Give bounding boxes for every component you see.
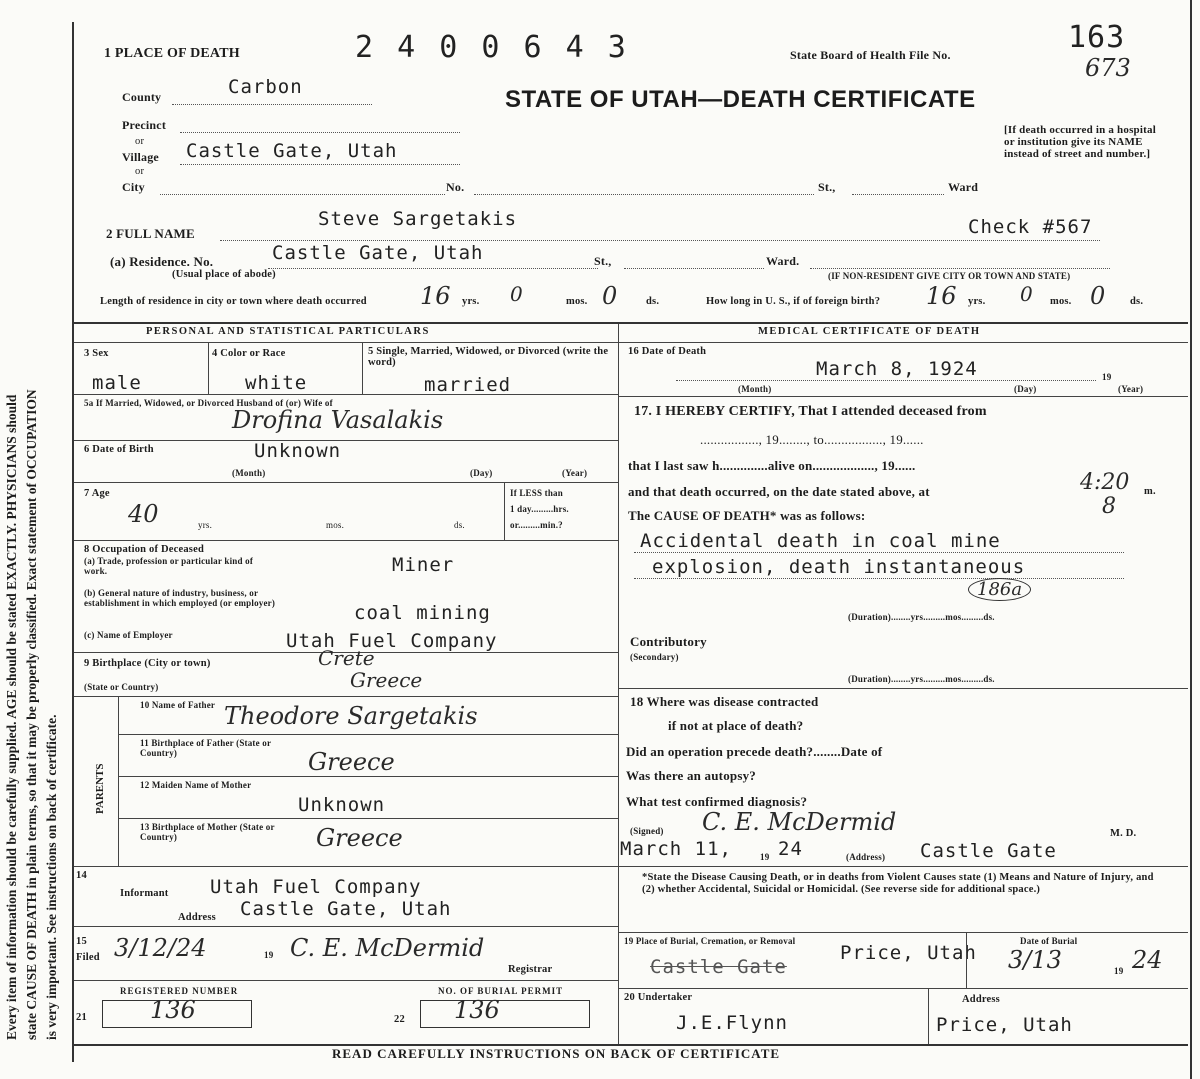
side-instruction-1: Every item of information should be carefully supplied. AGE should be stated EXACTLY. PHYSICIANS should	[4, 394, 19, 1040]
registered-number-label: REGISTERED NUMBER	[120, 986, 239, 996]
st-label: St.,	[818, 180, 836, 194]
us-residence-label: How long in U. S., if of foreign birth?	[706, 296, 881, 307]
place-of-death-label: 1 PLACE OF DEATH	[104, 46, 240, 61]
burial-struck: Castle Gate	[650, 956, 787, 978]
spouse-value: Drofina Vasalakis	[232, 406, 444, 434]
cause-line-2: explosion, death instantaneous	[652, 556, 1026, 578]
side-instruction-2: state CAUSE OF DEATH in plain terms, so that it may be properly classified. Exact statement of OCCUPATION	[24, 389, 39, 1040]
burial-permit-box	[420, 1000, 590, 1028]
occupation-value: Miner	[392, 554, 455, 576]
age-yrs: yrs.	[198, 520, 213, 530]
row-rule-4	[74, 540, 618, 541]
certificate-title: STATE OF UTAH—DEATH CERTIFICATE	[505, 86, 976, 113]
marital-label: 5 Single, Married, Widowed, or Divorced (write the word)	[368, 346, 609, 368]
color-label: 4 Color or Race	[212, 348, 286, 359]
med-rule-3	[618, 866, 1188, 867]
burial-year: 24	[1132, 946, 1163, 974]
mother-value: Unknown	[298, 794, 386, 816]
signed-19: 19	[760, 852, 770, 862]
personal-heading: PERSONAL AND STATISTICAL PARTICULARS	[146, 326, 430, 337]
cause-rule-1	[634, 552, 1124, 553]
q18-line-2: if not at place of death?	[668, 718, 804, 733]
full-name-label: 2 FULL NAME	[106, 226, 195, 241]
file-number-handwritten: 673	[1085, 54, 1131, 82]
dod-month: (Month)	[738, 384, 772, 394]
registrar-label: Registrar	[508, 964, 553, 975]
residence-mos-label: mos.	[566, 296, 588, 307]
employer-value: Utah Fuel Company	[286, 630, 498, 652]
spouse-label: 5a If Married, Widowed, or Divorced Husband of (or) Wife of	[84, 398, 333, 408]
signed-label: (Signed)	[630, 826, 664, 836]
cause-code: 186a	[968, 578, 1031, 601]
section-divider	[72, 322, 1188, 324]
informant-label: Informant	[120, 888, 169, 899]
file-number: 163	[1068, 20, 1126, 55]
med-rule-2	[618, 688, 1188, 689]
village-line	[180, 164, 460, 165]
row-rule-2	[74, 440, 618, 441]
registered-number-index: 21	[76, 1012, 87, 1023]
footer-instructions: READ CAREFULLY INSTRUCTIONS ON BACK OF CERTIFICATE	[332, 1046, 781, 1061]
cause-label: The CAUSE OF DEATH* was as follows:	[628, 508, 866, 523]
dod-label: 16 Date of Death	[628, 346, 707, 357]
color-value: white	[245, 372, 308, 394]
or-1: or	[135, 136, 145, 147]
undertaker-divider	[928, 988, 929, 1044]
us-ds-label: ds.	[1130, 296, 1144, 307]
age-label: 7 Age	[84, 488, 110, 499]
residence-label: (a) Residence. No.	[110, 254, 214, 269]
dod-day: (Day)	[1014, 384, 1037, 394]
test-question: What test confirmed diagnosis?	[626, 794, 808, 809]
age-mos: mos.	[326, 520, 345, 530]
dod-value: March 8, 1924	[816, 358, 978, 380]
death-time-m: m.	[1144, 486, 1156, 497]
father-birthplace-label: 11 Birthplace of Father (State or Country)	[140, 738, 271, 758]
mother-label: 12 Maiden Name of Mother	[140, 780, 252, 790]
last-saw-line: that I last saw h..............alive on.................., 19......	[628, 458, 916, 473]
operation-question: Did an operation precede death?........Date of	[626, 744, 883, 759]
county-label: County	[122, 90, 162, 104]
ward-label: Ward	[948, 180, 979, 194]
ward-line	[852, 194, 944, 195]
county-line	[172, 104, 372, 105]
city-line	[160, 194, 445, 195]
burial-date-divider	[966, 932, 967, 988]
dod-year: (Year)	[1118, 384, 1144, 394]
residence-ward-line	[810, 268, 1110, 269]
birthplace-country: Greece	[350, 668, 423, 692]
father-birthplace: Greece	[308, 748, 395, 776]
medical-heading: MEDICAL CERTIFICATE OF DEATH	[758, 326, 981, 337]
med-rule-1	[618, 396, 1188, 397]
row-rule-6	[74, 696, 618, 697]
burial-permit-index: 22	[394, 1014, 405, 1025]
length-of-residence-label: Length of residence in city or town where death occurred	[100, 296, 367, 307]
registered-number-value: 136	[150, 996, 196, 1024]
usual-abode-note: (Usual place of abode)	[172, 269, 276, 280]
md-label: M. D.	[1110, 828, 1137, 839]
certificate-number: 2 4 0 0 6 4 3	[355, 30, 629, 65]
employer-label: (c) Name of Employer	[84, 630, 173, 640]
med-rule-4	[618, 932, 1188, 933]
color-divider	[362, 342, 363, 394]
us-mos-label: mos.	[1050, 296, 1072, 307]
secondary-label: (Secondary)	[630, 652, 679, 662]
filed-date: 3/12/24	[114, 934, 207, 962]
filed-label: Filed	[76, 952, 100, 963]
registrar-signature: C. E. McDermid	[290, 934, 485, 962]
side-instruction-3: is very important. See instructions on back of certificate.	[44, 714, 59, 1040]
attended-dates-line: ................., 19........, to................., 19......	[700, 432, 924, 447]
undertaker-value: J.E.Flynn	[676, 1012, 788, 1034]
occupation-b-label: (b) General nature of industry, business, or establishment in which employed (or employer)	[84, 588, 276, 608]
industry-value: coal mining	[354, 602, 491, 624]
birthplace-label: 9 Birthplace (City or town)	[84, 658, 211, 669]
row-rule-11	[74, 926, 618, 927]
undertaker-label: 20 Undertaker	[624, 992, 693, 1003]
informant-address: Castle Gate, Utah	[240, 898, 452, 920]
informant-address-label: Address	[178, 912, 216, 923]
full-name-value: Steve Sargetakis	[318, 208, 518, 230]
less-than-label: If LESS than	[510, 488, 563, 498]
dob-value: Unknown	[254, 440, 342, 462]
father-value: Theodore Sargetakis	[224, 702, 478, 730]
undertaker-address: Price, Utah	[936, 1014, 1073, 1036]
father-label: 10 Name of Father	[140, 700, 216, 710]
contributory-label: Contributory	[630, 634, 707, 649]
parents-label: PARENTS	[94, 763, 106, 814]
us-years: 16	[926, 282, 957, 310]
parents-divider	[118, 696, 119, 866]
sex-divider	[208, 342, 209, 394]
marital-value: married	[424, 374, 512, 396]
burial-date: 3/13	[1008, 946, 1062, 974]
village-value: Castle Gate, Utah	[186, 140, 398, 162]
burial-place: Price, Utah	[840, 942, 977, 964]
less-divider	[504, 482, 505, 540]
dob-year: (Year)	[562, 468, 588, 478]
row-rule-8	[118, 776, 618, 777]
physician-signature: C. E. McDermid	[702, 808, 897, 836]
residence-months: 0	[510, 282, 523, 306]
dod-line	[676, 380, 1096, 381]
less-min: or.........min.?	[510, 520, 563, 530]
burial-19: 19	[1114, 966, 1124, 976]
residence-ward-label: Ward.	[766, 254, 800, 268]
physician-address: Castle Gate	[920, 840, 1057, 862]
non-resident-note: (IF NON-RESIDENT GIVE CITY OR TOWN AND STATE)	[828, 271, 1071, 281]
residence-line	[268, 268, 598, 269]
burial-permit-label: NO. OF BURIAL PERMIT	[438, 986, 564, 996]
residence-years: 16	[420, 282, 451, 310]
sex-label: 3 Sex	[84, 348, 109, 359]
physician-address-label: (Address)	[846, 852, 886, 862]
row-rule-10	[74, 866, 618, 867]
informant-number: 14	[76, 870, 87, 881]
row-rule-12	[74, 980, 618, 981]
occupation-a-label: (a) Trade, profession or particular kind of work.	[84, 556, 254, 576]
burial-permit-value: 136	[454, 996, 500, 1024]
personal-heading-rule	[74, 342, 618, 343]
us-months: 0	[1020, 282, 1033, 306]
med-rule-5	[618, 988, 1188, 989]
cause-line-1: Accidental death in coal mine	[640, 530, 1001, 552]
dob-label: 6 Date of Birth	[84, 444, 154, 455]
precinct-label: Precinct	[122, 118, 167, 132]
birthplace-city: Crete	[318, 646, 375, 670]
filed-number: 15	[76, 936, 87, 947]
age-value: 40	[128, 500, 159, 528]
duration-line-2: (Duration)........yrs.........mos.........ds.	[848, 674, 995, 684]
form-right-border	[1190, 0, 1192, 1079]
us-yrs-label: yrs.	[968, 296, 986, 307]
row-rule-1	[74, 394, 618, 395]
row-rule-9	[118, 818, 618, 819]
residence-st-label: St.,	[594, 254, 612, 268]
occupation-label: 8 Occupation of Deceased	[84, 544, 204, 555]
autopsy-question: Was there an autopsy?	[626, 768, 757, 783]
row-rule-7	[118, 734, 618, 735]
residence-yrs-label: yrs.	[462, 296, 480, 307]
less-day: 1 day.........hrs.	[510, 504, 569, 514]
or-2: or	[135, 166, 145, 177]
signed-date: March 11,	[620, 838, 732, 860]
cause-hand-note: 8	[1102, 494, 1116, 519]
hospital-note: [If death occurred in a hospital or institution give its NAME instead of street and number.]	[1004, 124, 1156, 160]
certify-line: 17. I HEREBY CERTIFY, That I attended deceased from	[634, 404, 987, 419]
file-number-label: State Board of Health File No.	[790, 48, 951, 62]
full-name-line	[220, 240, 1100, 241]
precinct-line	[180, 132, 460, 133]
residence-value: Castle Gate, Utah	[272, 242, 484, 264]
row-rule-3	[74, 482, 618, 483]
death-occurred-line: and that death occurred, on the date stated above, at	[628, 484, 930, 499]
burial-label: 19 Place of Burial, Cremation, or Removal	[624, 936, 796, 946]
form-left-border	[72, 22, 74, 1062]
cause-rule-2	[634, 578, 1124, 579]
check-number: Check #567	[968, 216, 1093, 238]
age-ds: ds.	[454, 520, 465, 530]
residence-days: 0	[602, 282, 618, 310]
us-days: 0	[1090, 282, 1106, 310]
residence-ds-label: ds.	[646, 296, 660, 307]
signed-year: 24	[778, 838, 803, 860]
birthplace-state-label: (State or Country)	[84, 682, 159, 692]
street-line	[474, 194, 814, 195]
burial-date-label: Date of Burial	[1020, 936, 1078, 946]
dob-month: (Month)	[232, 468, 266, 478]
dod-19: 19	[1102, 372, 1112, 382]
death-time: 4:20	[1080, 470, 1130, 495]
dob-day: (Day)	[470, 468, 493, 478]
undertaker-address-label: Address	[962, 994, 1000, 1005]
informant-value: Utah Fuel Company	[210, 876, 422, 898]
medical-heading-rule	[618, 342, 1188, 343]
village-label: Village	[122, 150, 159, 164]
mother-birthplace: Greece	[316, 824, 403, 852]
cause-footnote: *State the Disease Causing Death, or in deaths from Violent Causes state (1) Means and Nature of Injury, and (2) whether Accidental, Suicidal or Homicidal. (See reverse side for additional space.)	[642, 872, 1154, 895]
filed-19: 19	[264, 950, 274, 960]
street-no-label: No.	[446, 180, 465, 194]
mother-birthplace-label: 13 Birthplace of Mother (State or Country)	[140, 822, 275, 842]
residence-st-line	[624, 268, 764, 269]
sex-value: male	[92, 372, 142, 394]
q18-line-1: 18 Where was disease contracted	[630, 694, 819, 709]
duration-line-1: (Duration)........yrs.........mos.........ds.	[848, 612, 995, 622]
column-divider	[618, 324, 619, 1044]
city-label: City	[122, 180, 145, 194]
county-value: Carbon	[228, 76, 303, 98]
